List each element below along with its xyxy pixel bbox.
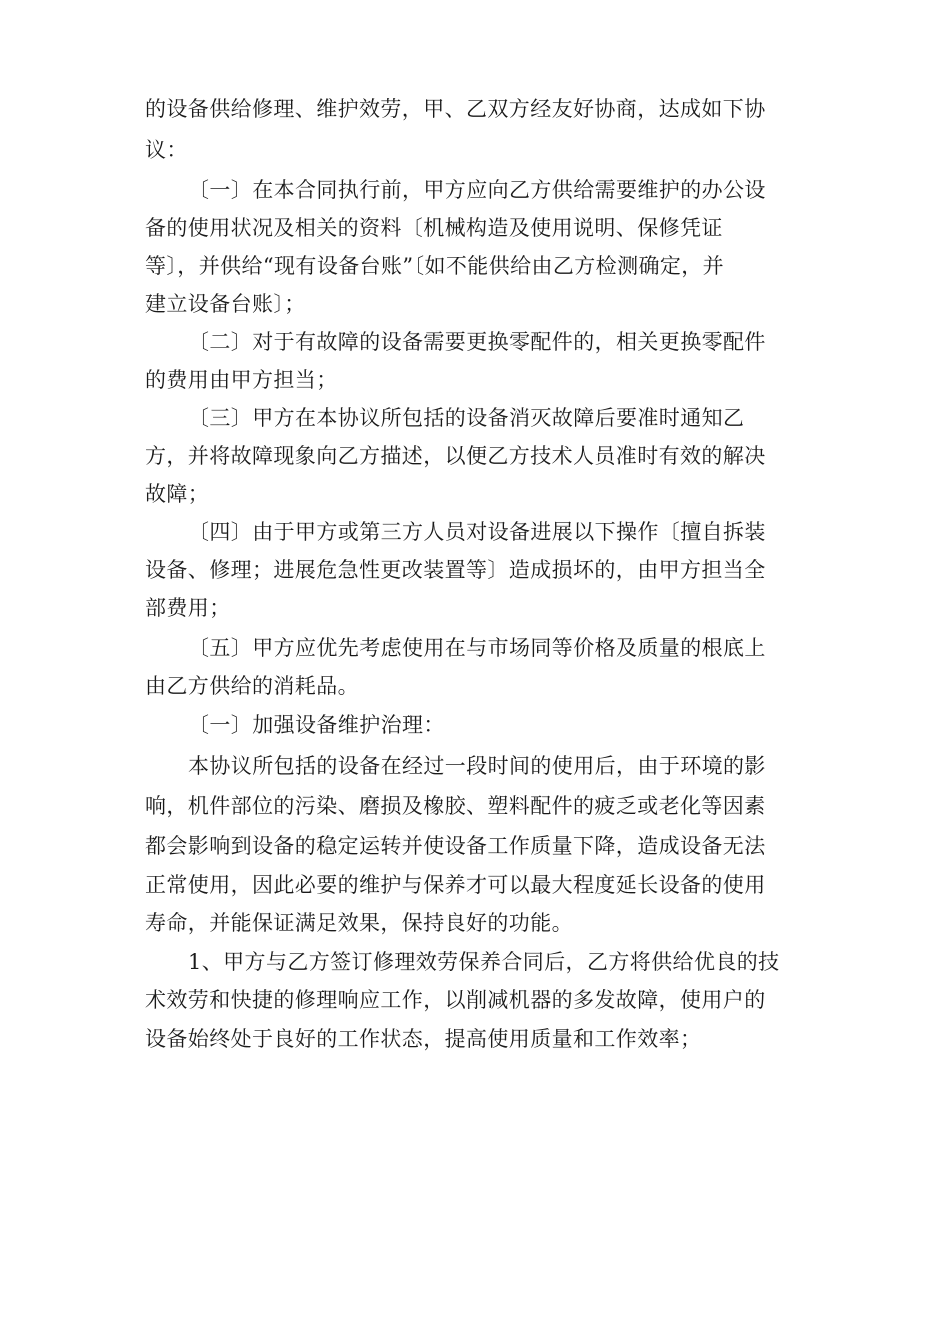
text-line: 的费用由甲方担当； bbox=[145, 368, 338, 392]
text-line: 术效劳和快捷的修理响应工作，以削减机器的多发故障，使用户的 bbox=[145, 988, 766, 1012]
section-heading: 〔一〕加强设备维护治理： bbox=[188, 713, 445, 737]
text-line: 方，并将故障现象向乙方描述，以便乙方技术人员准时有效的解决 bbox=[145, 444, 766, 468]
text-line: 等〕，并供给“现有设备台账”〔如不能供给由乙方检测确定，并 bbox=[145, 254, 725, 278]
text-line: 故障； bbox=[145, 482, 210, 506]
text-line: 备的使用状况及相关的资料〔机械构造及使用说明、保修凭证 bbox=[145, 216, 723, 240]
text-line: 〔一〕在本合同执行前，甲方应向乙方供给需要维护的办公设 bbox=[188, 178, 766, 202]
text-line: 〔三〕甲方在本协议所包括的设备消灭故障后要准时通知乙 bbox=[188, 406, 745, 430]
text-line: 设备、修理；进展危急性更改装置等〕造成损坏的，由甲方担当全 bbox=[145, 558, 766, 582]
text-line: 1、甲方与乙方签订修理效劳保养合同后，乙方将供给优良的技 bbox=[188, 950, 780, 974]
text-line: 〔二〕对于有故障的设备需要更换零配件的，相关更换零配件 bbox=[188, 330, 766, 354]
text-line: 正常使用，因此必要的维护与保养才可以最大程度延长设备的使用 bbox=[145, 873, 766, 897]
text-line: 响，机件部位的污染、磨损及橡胶、塑料配件的疲乏或老化等因素 bbox=[145, 794, 766, 818]
text-line: 〔四〕由于甲方或第三方人员对设备进展以下操作〔擅自拆装 bbox=[188, 520, 766, 544]
text-line: 的设备供给修理、维护效劳，甲、乙双方经友好协商，达成如下协 bbox=[145, 97, 766, 121]
text-line: 部费用； bbox=[145, 596, 231, 620]
text-line: 都会影响到设备的稳定运转并使设备工作质量下降，造成设备无法 bbox=[145, 834, 766, 858]
text-line: 〔五〕甲方应优先考虑使用在与市场同等价格及质量的根底上 bbox=[188, 636, 766, 660]
text-line: 本协议所包括的设备在经过一段时间的使用后，由于环境的影 bbox=[188, 754, 766, 778]
text-line: 议： bbox=[145, 138, 188, 162]
text-line: 由乙方供给的消耗品。 bbox=[145, 674, 359, 698]
text-line: 寿命，并能保证满足效果，保持良好的功能。 bbox=[145, 911, 573, 935]
text-line: 设备始终处于良好的工作状态，提高使用质量和工作效率； bbox=[145, 1027, 702, 1051]
text-line: 建立设备台账〕； bbox=[145, 292, 306, 316]
